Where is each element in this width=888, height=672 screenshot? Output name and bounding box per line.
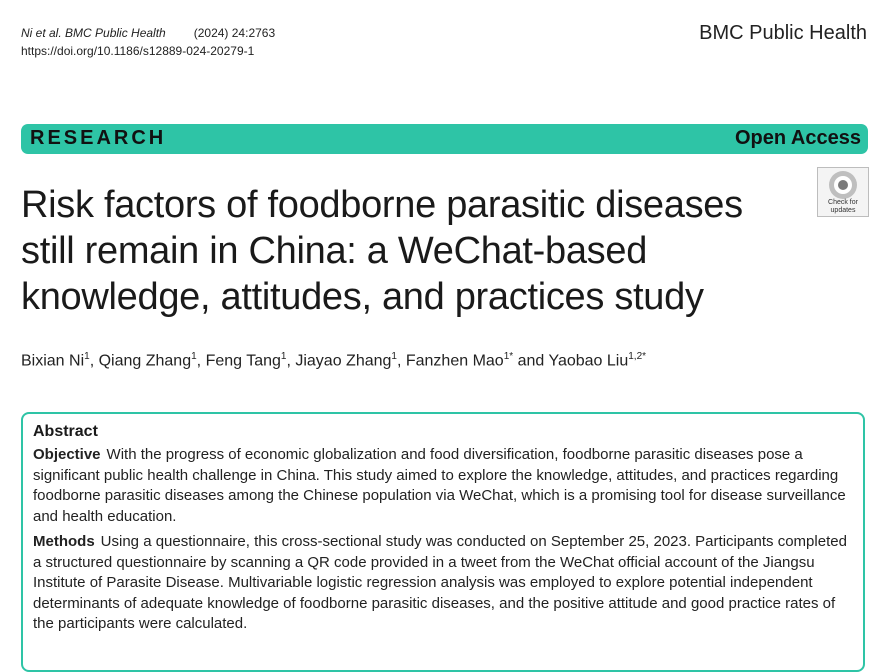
- author-name[interactable]: Bixian Ni: [21, 352, 85, 370]
- author-name[interactable]: Feng Tang: [205, 352, 281, 370]
- author-separator: ,: [396, 352, 406, 370]
- author-separator: ,: [196, 352, 206, 370]
- citation-year: (2024) 24:2763: [193, 26, 276, 40]
- abstract-methods: [33, 532, 853, 635]
- open-access-label: Open Access: [735, 127, 861, 149]
- objective-label: Objective: [33, 446, 101, 463]
- author-affiliation: 1: [280, 351, 287, 362]
- check-updates-icon: [829, 171, 857, 199]
- methods-text: Using a questionnaire, this cross-sectional study was conducted on September 25, 2023. Participants completed a structured questionnaire by scanning a QR code provided in a tweet from the WeChat official account of the Jiangsu Institute of Parasite Disease. Multivariable logistic regression analysis was employed to explore potential independent determinants of adequate knowledge of foodborne parasitic diseases, and the positive attitude and good practice rates of the participants were calculated.: [33, 533, 847, 632]
- article-title: Risk factors of foodborne parasitic diseases still remain in China: a WeChat-based knowledge, attitudes, and practices study: [21, 184, 743, 318]
- author-affiliation: 1: [191, 351, 197, 362]
- author-name[interactable]: Fanzhen Mao: [405, 352, 504, 370]
- author-separator: and: [513, 352, 549, 370]
- author-name[interactable]: Jiayao Zhang: [295, 352, 392, 370]
- author-affiliation: 1: [84, 351, 90, 362]
- author-list: [21, 351, 646, 370]
- author-name[interactable]: Yaobao Liu: [548, 352, 629, 370]
- objective-text: With the progress of economic globalization and food diversification, foodborne parasitic diseases pose a significant public health challenge in China. This study aimed to explore the knowledge, attitudes, and practices regarding foodborne parasitic diseases among the Chinese population via WeChat, which is a promising tool for disease surveillance and health education.: [33, 446, 846, 525]
- doi-link[interactable]: https://doi.org/10.1186/s12889-024-20279-1: [21, 44, 255, 58]
- author-separator: ,: [89, 352, 99, 370]
- journal-name: BMC Public Health: [699, 22, 867, 44]
- citation-authors: Ni et al. BMC Public Health: [21, 26, 166, 40]
- badge-line1: Check for: [828, 199, 858, 206]
- author-name[interactable]: Qiang Zhang: [98, 352, 192, 370]
- citation-block: [21, 24, 275, 60]
- check-for-updates-badge[interactable]: [817, 167, 869, 217]
- article-type-label: RESEARCH: [30, 127, 167, 149]
- author-separator: ,: [286, 352, 296, 370]
- author-affiliation: 1*: [503, 351, 514, 362]
- author-affiliation: 1: [391, 351, 397, 362]
- author-affiliation: 1,2*: [628, 351, 647, 362]
- abstract-box: [21, 412, 865, 672]
- abstract-heading: Abstract: [33, 423, 98, 440]
- abstract-objective: [33, 445, 853, 527]
- badge-line2: updates: [830, 207, 856, 214]
- article-type-banner: [21, 124, 868, 154]
- methods-label: Methods: [33, 533, 95, 550]
